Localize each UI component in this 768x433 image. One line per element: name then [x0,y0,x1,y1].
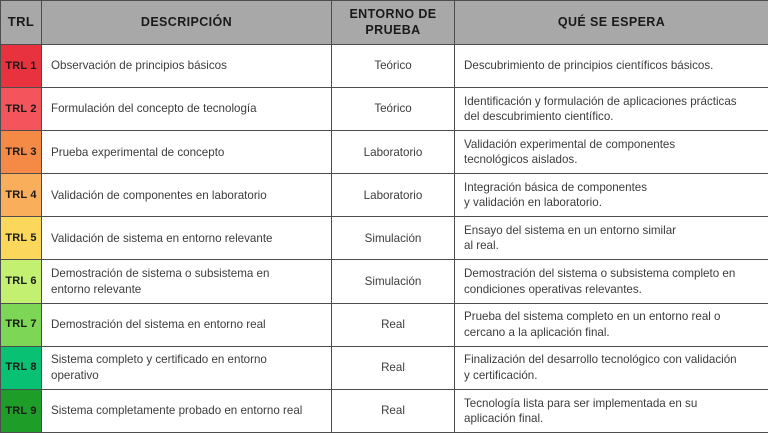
descripcion-line-1: Demostración de sistema o subsistema en [51,266,323,281]
table-row [1,217,768,260]
esperado-line-2: del descubrimiento científico. [464,109,759,124]
entorno-cell: Teórico [332,88,455,131]
esperado-line-2: condiciones operativas relevantes. [464,282,759,297]
table-header [1,1,768,45]
que-se-espera-cell [455,131,768,174]
que-se-espera-cell [455,217,768,260]
descripcion-cell: Demostración del sistema en entorno real [42,303,332,346]
trl-level-badge: TRL 7 [1,303,42,346]
trl-level-badge: TRL 1 [1,45,42,88]
table-row [1,303,768,346]
trl-level-badge: TRL 2 [1,88,42,131]
esperado-line-2: y validación en laboratorio. [464,195,759,210]
entorno-cell: Teórico [332,45,455,88]
entorno-cell: Real [332,389,455,432]
esperado-line-1: Validación experimental de componentes [464,137,759,152]
descripcion-cell: Prueba experimental de concepto [42,131,332,174]
table-row [1,131,768,174]
descripcion-line-2: entorno relevante [51,282,323,297]
column-header-entorno-de-prueba [332,1,455,45]
que-se-espera-cell [455,346,768,389]
entorno-header-line-2: PRUEBA [338,23,448,39]
table-row [1,260,768,303]
que-se-espera-cell [455,88,768,131]
table-row [1,389,768,432]
que-se-espera-cell [455,45,768,88]
esperado-line-1: Prueba del sistema completo en un entorno real o [464,309,759,324]
descripcion-cell [42,260,332,303]
column-header-trl: TRL [1,1,42,45]
entorno-cell: Simulación [332,260,455,303]
entorno-cell: Real [332,346,455,389]
descripcion-cell: Validación de sistema en entorno relevante [42,217,332,260]
table-row [1,346,768,389]
esperado-line-1: Ensayo del sistema en un entorno similar [464,223,759,238]
entorno-cell: Simulación [332,217,455,260]
trl-level-badge: TRL 3 [1,131,42,174]
esperado-line-2: aplicación final. [464,411,759,426]
esperado-line-1: Integración básica de componentes [464,180,759,195]
trl-level-badge: TRL 6 [1,260,42,303]
esperado-line-1: Descubrimiento de principios científicos básicos. [464,58,759,73]
trl-level-badge: TRL 5 [1,217,42,260]
que-se-espera-cell [455,260,768,303]
descripcion-line-1: Sistema completo y certificado en entorno [51,352,323,367]
trl-level-badge: TRL 8 [1,346,42,389]
esperado-line-1: Finalización del desarrollo tecnológico con validación [464,352,759,367]
esperado-line-1: Identificación y formulación de aplicaciones prácticas [464,94,759,109]
trl-level-badge: TRL 4 [1,174,42,217]
esperado-line-2: tecnológicos aislados. [464,152,759,167]
esperado-line-1: Tecnología lista para ser implementada en su [464,396,759,411]
entorno-header-line-1: ENTORNO DE [338,7,448,23]
esperado-line-2: al real. [464,238,759,253]
table-row [1,174,768,217]
entorno-cell: Laboratorio [332,174,455,217]
column-header-que-se-espera: QUÉ SE ESPERA [455,1,768,45]
descripcion-cell: Observación de principios básicos [42,45,332,88]
descripcion-cell: Validación de componentes en laboratorio [42,174,332,217]
descripcion-line-2: operativo [51,368,323,383]
que-se-espera-cell [455,303,768,346]
esperado-line-2: cercano a la aplicación final. [464,325,759,340]
table-body [1,45,768,433]
table-row [1,88,768,131]
column-header-descripcion: DESCRIPCIÓN [42,1,332,45]
descripcion-cell: Formulación del concepto de tecnología [42,88,332,131]
table-row [1,45,768,88]
esperado-line-1: Demostración del sistema o subsistema completo en [464,266,759,281]
esperado-line-2: y certificación. [464,368,759,383]
que-se-espera-cell [455,389,768,432]
que-se-espera-cell [455,174,768,217]
descripcion-cell [42,346,332,389]
descripcion-cell: Sistema completamente probado en entorno real [42,389,332,432]
entorno-cell: Real [332,303,455,346]
entorno-cell: Laboratorio [332,131,455,174]
trl-level-badge: TRL 9 [1,389,42,432]
header-row [1,1,768,45]
